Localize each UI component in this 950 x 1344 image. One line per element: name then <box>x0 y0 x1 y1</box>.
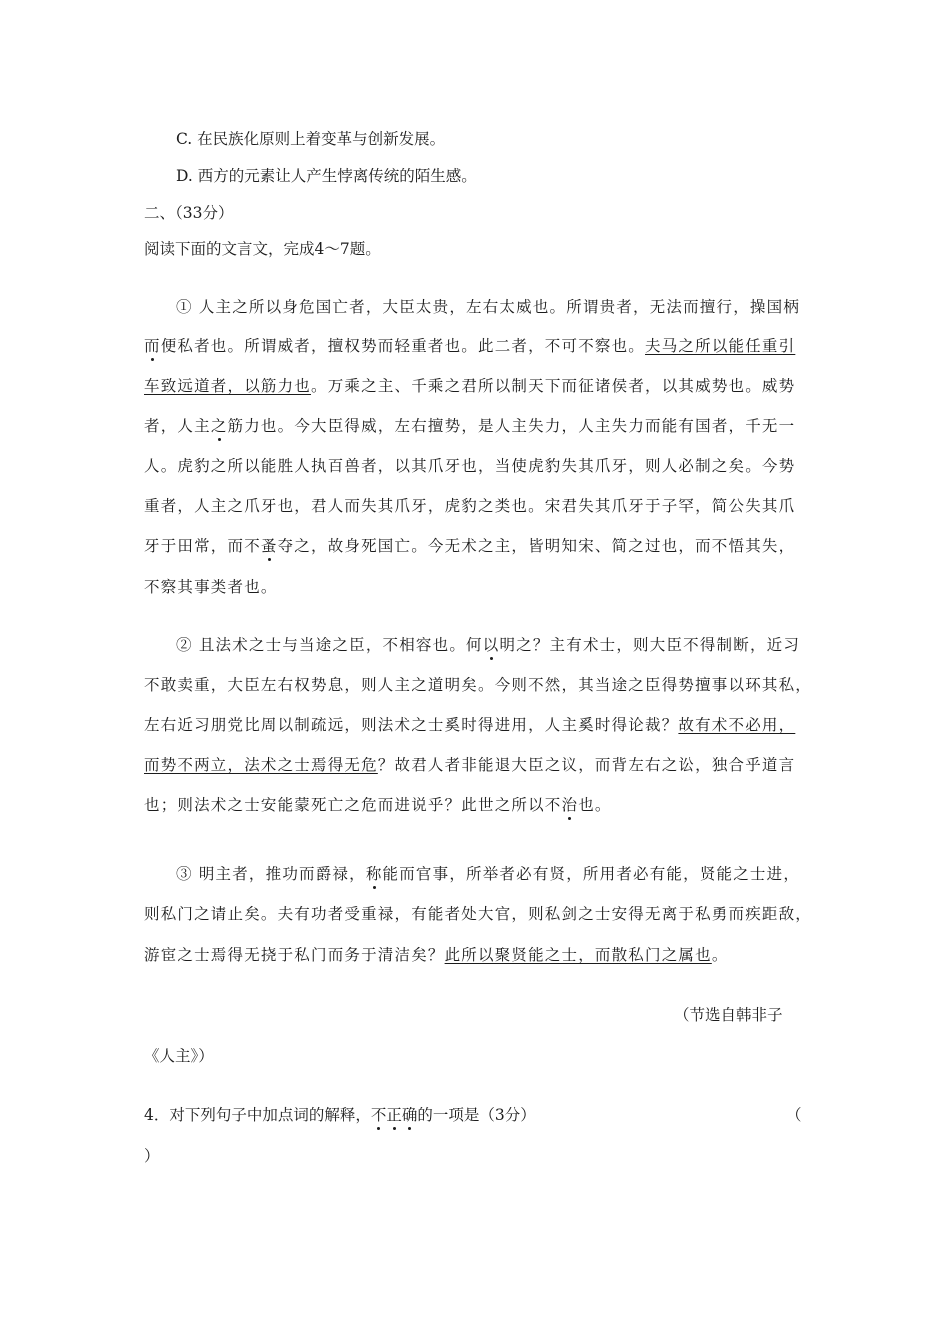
paragraph-line <box>144 753 795 775</box>
text-run: 左右近习朋党比周以制疏远，则法术之士奚时得进用，人主奚时得论裁？ <box>144 716 679 734</box>
paragraph-line <box>176 633 800 655</box>
source-attribution: （节选自韩非子 <box>674 1006 783 1024</box>
underlined-sentence: 而势不两立，法术之士焉得无危 <box>144 756 378 774</box>
text-run: 能而官事，所举者必有贤，所用者必有能，贤能之士进， <box>382 865 801 883</box>
paragraph-line: ① 人主之所以身危国亡者，大臣太贵，左右太威也。所谓贵者，无法而擅行，操国柄 <box>176 298 801 316</box>
paragraph-line: 不敢卖重，大臣左右权势息，则人主之道明矣。今则不然，其当途之臣得势擅事以环其私， <box>144 676 813 694</box>
paragraph-line: 则私门之请止矣。夫有功者受重禄，有能者处大官，则私剑之士安得无离于私勇而疾距敌， <box>144 905 813 923</box>
text-run: ？故君人者非能退大臣之议，而背左右之讼，独合乎道言 <box>377 756 796 774</box>
underlined-sentence: 此所以聚贤能之士，而散私门之属也 <box>444 946 712 964</box>
text-run: 筋力也。今大臣得威，左右擅势，是人主失力，人主失力而能有国者，千无一 <box>227 417 796 435</box>
paragraph-line: 重者，人主之爪牙也，君人而失其爪牙，虎豹之类也。宋君失其爪牙于子罕，简公失其爪 <box>144 497 796 515</box>
answer-paren-close: ） <box>144 1147 160 1165</box>
dotted-word: 治 <box>561 796 579 814</box>
dotted-word: 以 <box>482 636 500 654</box>
dotted-word: 蚤 <box>260 537 278 555</box>
option-c: C. 在民族化原则上着变革与创新发展。 <box>176 130 446 148</box>
text-run: 也。 <box>578 796 612 814</box>
paragraph-line <box>144 793 612 815</box>
dotted-word: 确 <box>401 1106 418 1124</box>
dotted-word: 不 <box>370 1106 387 1124</box>
question-text: 4．对下列句子中加点词的解释， <box>144 1106 371 1124</box>
paragraph-line <box>176 862 800 884</box>
text-run: 者，人主 <box>144 417 211 435</box>
paragraph-line <box>144 334 795 356</box>
paragraph-line: 人。虎豹之所以能胜人执百兽者，以其爪牙也，当使虎豹失其爪牙，则人必制之矣。今势 <box>144 457 796 475</box>
paragraph-line <box>144 713 795 735</box>
question-4 <box>144 1103 536 1125</box>
text-run: 。万乘之主、千乘之君所以制天下而征诸侯者，以其威势也。威势 <box>311 377 796 395</box>
paragraph-line <box>144 534 795 556</box>
dotted-word: 之 <box>210 417 228 435</box>
paragraph-line <box>144 943 729 965</box>
text-run: 也；则法术之士安能蒙死亡之危而进说乎？此世之所以不 <box>144 796 562 814</box>
dotted-word: 正 <box>386 1106 402 1124</box>
text-run: ③ 明主者，推功而爵禄， <box>176 865 366 883</box>
underlined-sentence: 故有术不必用， <box>678 716 796 734</box>
text-run: 牙于田常，而不 <box>144 537 261 555</box>
section-instruction: 阅读下面的文言文，完成4～7题。 <box>144 240 381 258</box>
text-run: 。 <box>711 946 729 964</box>
paragraph-line <box>144 374 795 396</box>
paragraph-line <box>144 414 795 436</box>
source-title: 《人主》） <box>144 1047 214 1065</box>
dotted-word: 而 <box>144 337 161 355</box>
option-d: D. 西方的元素让人产生悖离传统的陌生感。 <box>176 167 477 185</box>
text-run: ② 且法术之士与当途之臣，不相容也。何 <box>176 636 483 654</box>
dotted-word: 称 <box>365 865 383 883</box>
section-heading: 二、（33分） <box>144 204 234 222</box>
text-run: 夺之，故身死国亡。今无术之主，皆明知宋、简之过也，而不悟其失， <box>277 537 796 555</box>
text-run: 游宦之士焉得无挠于私门而务于清洁矣？ <box>144 946 445 964</box>
underlined-sentence: 车致远道者，以筋力也 <box>144 377 312 395</box>
answer-paren-open: （ <box>786 1106 802 1124</box>
paragraph-line: 不察其事类者也。 <box>144 578 278 596</box>
text-run: 明之？主有术士，则大臣不得制断，近习 <box>499 636 801 654</box>
question-text: 的一项是（3分） <box>417 1106 536 1124</box>
text-run: 便私者也。所谓威者，擅权势而轻重者也。此二者，不可不察也。 <box>160 337 646 355</box>
underlined-sentence: 夫马之所以能任重引 <box>645 337 796 355</box>
